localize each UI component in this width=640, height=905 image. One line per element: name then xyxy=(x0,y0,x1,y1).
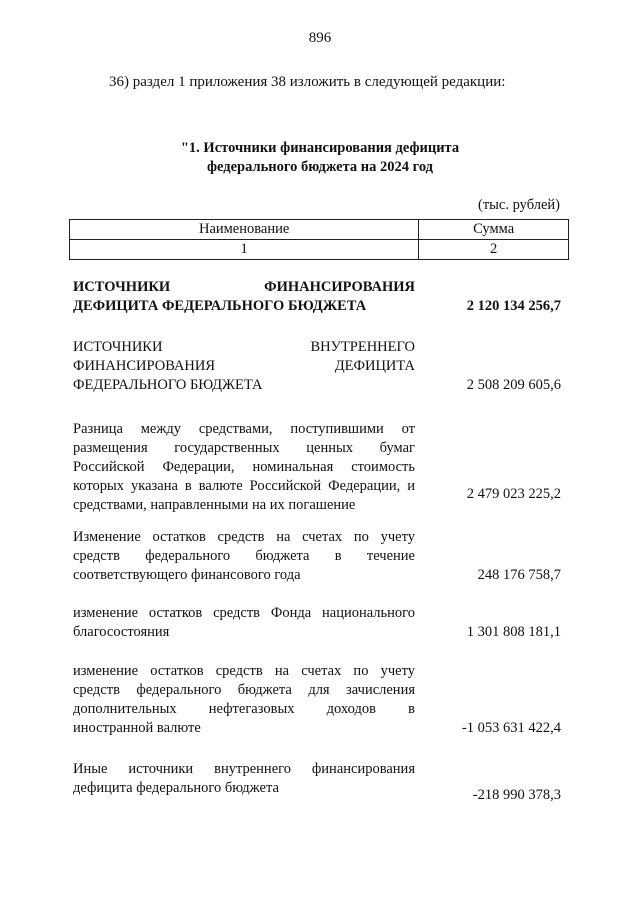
row-amount: 2 508 209 605,6 xyxy=(466,377,561,393)
table-header-number-row xyxy=(70,240,569,260)
row-label-line: средств федерального бюджета для зачисления xyxy=(73,682,415,698)
row-label-line: соответствующего финансового года xyxy=(73,567,301,583)
column-number-sum: 2 xyxy=(419,240,569,260)
table-row xyxy=(73,338,569,398)
row-label-line: Разница между средствами, поступившими от xyxy=(73,421,415,437)
row-label-line: дефицита федерального бюджета xyxy=(73,780,279,796)
section-title-line-1: "1. Источники финансирования дефицита xyxy=(180,140,460,156)
row-label-line: средствами, направленными на их погашение xyxy=(73,497,356,513)
table-row xyxy=(73,662,569,740)
row-label xyxy=(73,662,415,738)
row-label xyxy=(73,338,415,395)
column-header-name: Наименование xyxy=(70,220,419,240)
row-amount: 2 120 134 256,7 xyxy=(466,298,561,314)
row-label xyxy=(73,278,415,316)
row-amount: -1 053 631 422,4 xyxy=(461,720,561,736)
column-number-name: 1 xyxy=(70,240,419,260)
row-amount: 248 176 758,7 xyxy=(477,567,561,583)
row-label xyxy=(73,760,415,798)
table-row xyxy=(73,420,569,516)
row-label xyxy=(73,528,415,585)
row-label-line: Изменение остатков средств на счетах по учету xyxy=(73,529,415,545)
row-label xyxy=(73,420,415,515)
row-label-line: ИСТОЧНИКИ ФИНАНСИРОВАНИЯ xyxy=(73,279,415,295)
table-row xyxy=(73,604,569,644)
units-label: (тыс. рублей) xyxy=(478,197,560,213)
row-label-line: благосостояния xyxy=(73,624,170,640)
page-number: 896 xyxy=(308,30,332,46)
row-label-line: ФИНАНСИРОВАНИЯ ДЕФИЦИТА xyxy=(73,358,415,374)
intro-text: 36) раздел 1 приложения 38 изложить в следующей редакции: xyxy=(109,74,506,90)
row-label-line: иностранной валюте xyxy=(73,720,201,736)
column-header-sum: Сумма xyxy=(419,220,569,240)
row-amount: -218 990 378,3 xyxy=(472,787,561,803)
row-label-line: Российской Федерации, номинальная стоимость xyxy=(73,459,415,475)
row-label-line: изменение остатков средств Фонда национального xyxy=(73,605,415,621)
table-row xyxy=(73,278,569,318)
row-label-line: ФЕДЕРАЛЬНОГО БЮДЖЕТА xyxy=(73,377,263,393)
row-label-line: ДЕФИЦИТА ФЕДЕРАЛЬНОГО БЮДЖЕТА xyxy=(73,298,367,314)
row-label-line: дополнительных нефтегазовых доходов в xyxy=(73,701,415,717)
table-row xyxy=(73,760,569,804)
row-label xyxy=(73,604,415,642)
table-header-row xyxy=(70,220,569,240)
row-label-line: ИСТОЧНИКИ ВНУТРЕННЕГО xyxy=(73,339,415,355)
row-label-line: изменение остатков средств на счетах по учету xyxy=(73,663,415,679)
table-row xyxy=(73,528,569,588)
row-label-line: средств федерального бюджета в течение xyxy=(73,548,415,564)
table-header xyxy=(69,219,569,260)
row-label-line: Иные источники внутреннего финансирования xyxy=(73,761,415,777)
row-amount: 1 301 808 181,1 xyxy=(466,624,561,640)
row-label-line: размещения государственных ценных бумаг xyxy=(73,440,415,456)
row-label-line: которых указана в валюте Российской Федерации, и xyxy=(73,478,415,494)
section-title-line-2: федерального бюджета на 2024 год xyxy=(206,159,433,175)
row-amount: 2 479 023 225,2 xyxy=(466,486,561,502)
